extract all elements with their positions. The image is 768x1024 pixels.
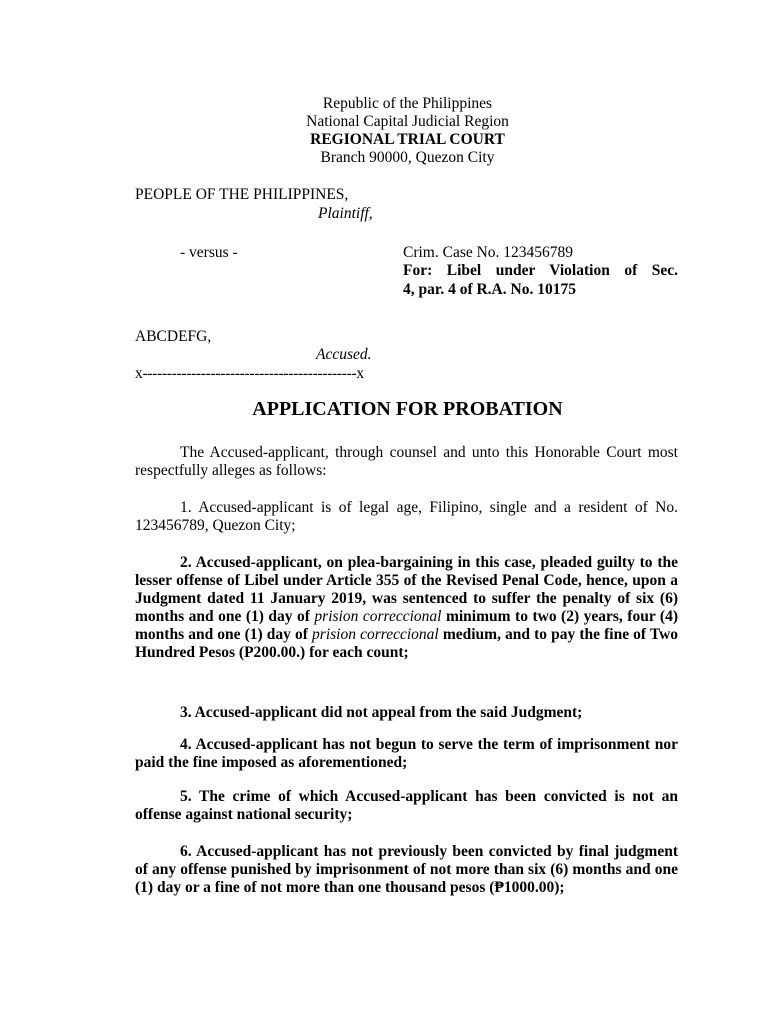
paragraph-3-text: 3. Accused-applicant did not appeal from the said Judgment;	[180, 704, 583, 721]
versus-label: - versus -	[180, 244, 238, 261]
caption-separator: x--------------------------------------------x	[135, 365, 364, 382]
header-branch: Branch 90000, Quezon City	[320, 149, 495, 166]
paragraph-4	[135, 736, 678, 772]
paragraph-2	[135, 554, 678, 662]
paragraph-2-text-c: medium, and to pay the fine of Two Hundred Pesos (P200.00.) for each count;	[135, 626, 679, 661]
case-charge-line1: For: Libel under Violation of Sec.	[403, 262, 678, 279]
header-region: National Capital Judicial Region	[306, 113, 509, 130]
header-republic: Republic of the Philippines	[322, 95, 493, 112]
paragraph-3	[135, 704, 678, 722]
intro-paragraph	[135, 444, 678, 480]
paragraph-2-text-a: 2. Accused-applicant, on plea-bargaining in this case, pleaded guilty to the lesser offense of Libel under Article 355 of the Revised Penal Code, hence, upon a Judgment dated 11 January 2019, was sentenced to suffer the penalty of six (6) months and one (1) day of	[135, 554, 678, 625]
intro-text: The Accused-applicant, through counsel and unto this Honorable Court most respectfully alleges as follows:	[135, 444, 678, 479]
plaintiff-name: PEOPLE OF THE PHILIPPINES,	[135, 186, 349, 203]
plaintiff-role: Plaintiff,	[318, 205, 373, 222]
paragraph-1	[135, 499, 678, 535]
paragraph-5	[135, 788, 678, 824]
court-header	[0, 95, 768, 167]
paragraph-2-term-1: prision correccional	[314, 608, 442, 625]
document-title: APPLICATION FOR PROBATION	[252, 398, 563, 420]
paragraph-2-term-2: prision correccional	[312, 626, 439, 643]
paragraph-6-text: 6. Accused-applicant has not previously been convicted by final judgment of any offense punished by imprisonment of not more than six (6) months and one (1) day or a fine of not more than one thousand pesos (₱1000.00);	[135, 843, 678, 896]
header-court: REGIONAL TRIAL COURT	[310, 131, 505, 148]
paragraph-5-text: 5. The crime of which Accused-applicant has been convicted is not an offense against national security;	[135, 788, 678, 823]
accused-name: ABCDEFG,	[135, 328, 212, 345]
paragraph-4-text: 4. Accused-applicant has not begun to serve the term of imprisonment nor paid the fine imposed as aforementioned;	[135, 736, 678, 771]
paragraph-1-text: 1. Accused-applicant is of legal age, Filipino, single and a resident of No. 123456789, Quezon City;	[135, 499, 678, 534]
case-charge-line2: 4, par. 4 of R.A. No. 10175	[403, 281, 576, 298]
case-number: Crim. Case No. 123456789	[403, 244, 574, 261]
paragraph-6	[135, 843, 678, 897]
paragraph-2-text-b: minimum to two (2) years, four (4) months and one (1) day of	[135, 608, 678, 643]
accused-role: Accused.	[316, 346, 372, 363]
